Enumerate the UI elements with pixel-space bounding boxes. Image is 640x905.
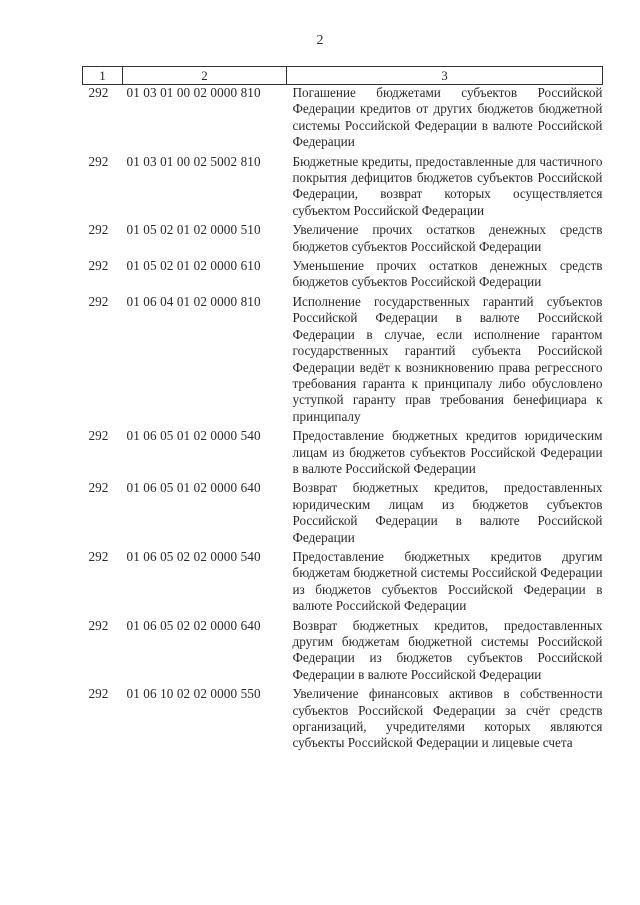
budget-code-cell: 01 03 01 00 02 5002 810 xyxy=(126,153,261,169)
budget-code-cell: 01 06 10 02 02 0000 550 xyxy=(126,686,261,702)
column-header-2: 2 xyxy=(123,67,287,85)
table-row xyxy=(83,618,603,687)
description-cell: Увеличение прочих остатков денежных средств бюджетов субъектов Российской Федерации xyxy=(292,222,603,254)
table-row xyxy=(83,686,603,755)
table-row xyxy=(83,85,603,154)
budget-code-cell: 01 05 02 01 02 0000 610 xyxy=(126,258,261,274)
column-header-1: 1 xyxy=(83,67,123,85)
admin-code-cell: 292 xyxy=(88,293,109,309)
description-cell: Бюджетные кредиты, предоставленные для частичного покрытия дефицитов бюджетов субъектов Российской Федерации, возврат которых осуществляется субъектом Российской Федерации xyxy=(292,153,603,218)
table-header-row xyxy=(83,67,603,85)
description-cell: Предоставление бюджетных кредитов другим бюджетам бюджетной системы Российской Федерации из бюджетов субъектов Российской Федерации в валюте Российской Федерации xyxy=(292,548,603,614)
budget-code-cell: 01 03 01 00 02 0000 810 xyxy=(126,85,261,100)
description-cell: Предоставление бюджетных кредитов юридическим лицам из бюджетов субъектов Российской Федерации в валюте Российской Федерации xyxy=(292,428,603,476)
description-cell: Уменьшение прочих остатков денежных средств бюджетов субъектов Российской Федерации xyxy=(292,258,603,290)
admin-code-cell: 292 xyxy=(88,480,109,496)
table-row xyxy=(83,294,603,428)
budget-code-cell: 01 06 05 02 02 0000 640 xyxy=(126,617,261,633)
budget-code-cell: 01 05 02 01 02 0000 510 xyxy=(126,222,261,238)
table-row xyxy=(83,428,603,480)
table-row xyxy=(83,222,603,258)
table-row xyxy=(83,480,603,549)
budget-sources-table xyxy=(82,66,603,755)
description-cell: Исполнение государственных гарантий субъектов Российской Федерации в валюте Российской Федерации в случае, если исполнение гарантом государственных гарантий субъекта Российской Федерации ведёт к возникновению права регрессного требования гаранта к принципалу либо обусловлено уступкой гаранту прав требования бенефициара к принципалу xyxy=(292,293,603,424)
budget-code-cell: 01 06 05 02 02 0000 540 xyxy=(126,548,261,564)
budget-code-cell: 01 06 05 01 02 0000 540 xyxy=(126,428,261,444)
description-cell: Возврат бюджетных кредитов, предоставленных другим бюджетам бюджетной системы Российской Федерации из бюджетов субъектов Российской Федерации в валюте Российской Федерации xyxy=(292,617,603,682)
admin-code-cell: 292 xyxy=(88,686,109,702)
admin-code-cell: 292 xyxy=(88,222,109,238)
description-cell: Увеличение финансовых активов в собственности субъектов Российской Федерации за счёт средств организаций, учредителями которых являются субъекты Российской Федерации и лицевые счета xyxy=(292,686,603,751)
admin-code-cell: 292 xyxy=(88,85,109,100)
description-cell: Возврат бюджетных кредитов, предоставленных юридическим лицам из бюджетов субъектов Российской Федерации в валюте Российской Федерации xyxy=(292,480,603,545)
description-cell: Погашение бюджетами субъектов Российской Федерации кредитов от других бюджетов бюджетной системы Российской Федерации в валюте Российской Федерации xyxy=(292,85,603,150)
admin-code-cell: 292 xyxy=(88,617,109,633)
column-header-3: 3 xyxy=(287,67,603,85)
admin-code-cell: 292 xyxy=(88,548,109,564)
table-row xyxy=(83,258,603,294)
admin-code-cell: 292 xyxy=(88,153,109,169)
admin-code-cell: 292 xyxy=(88,428,109,444)
budget-code-cell: 01 06 05 01 02 0000 640 xyxy=(126,480,261,496)
budget-code-cell: 01 06 04 01 02 0000 810 xyxy=(126,293,261,309)
table-row xyxy=(83,154,603,223)
admin-code-cell: 292 xyxy=(88,258,109,274)
page-number: 2 xyxy=(316,33,324,48)
table-row xyxy=(83,549,603,618)
